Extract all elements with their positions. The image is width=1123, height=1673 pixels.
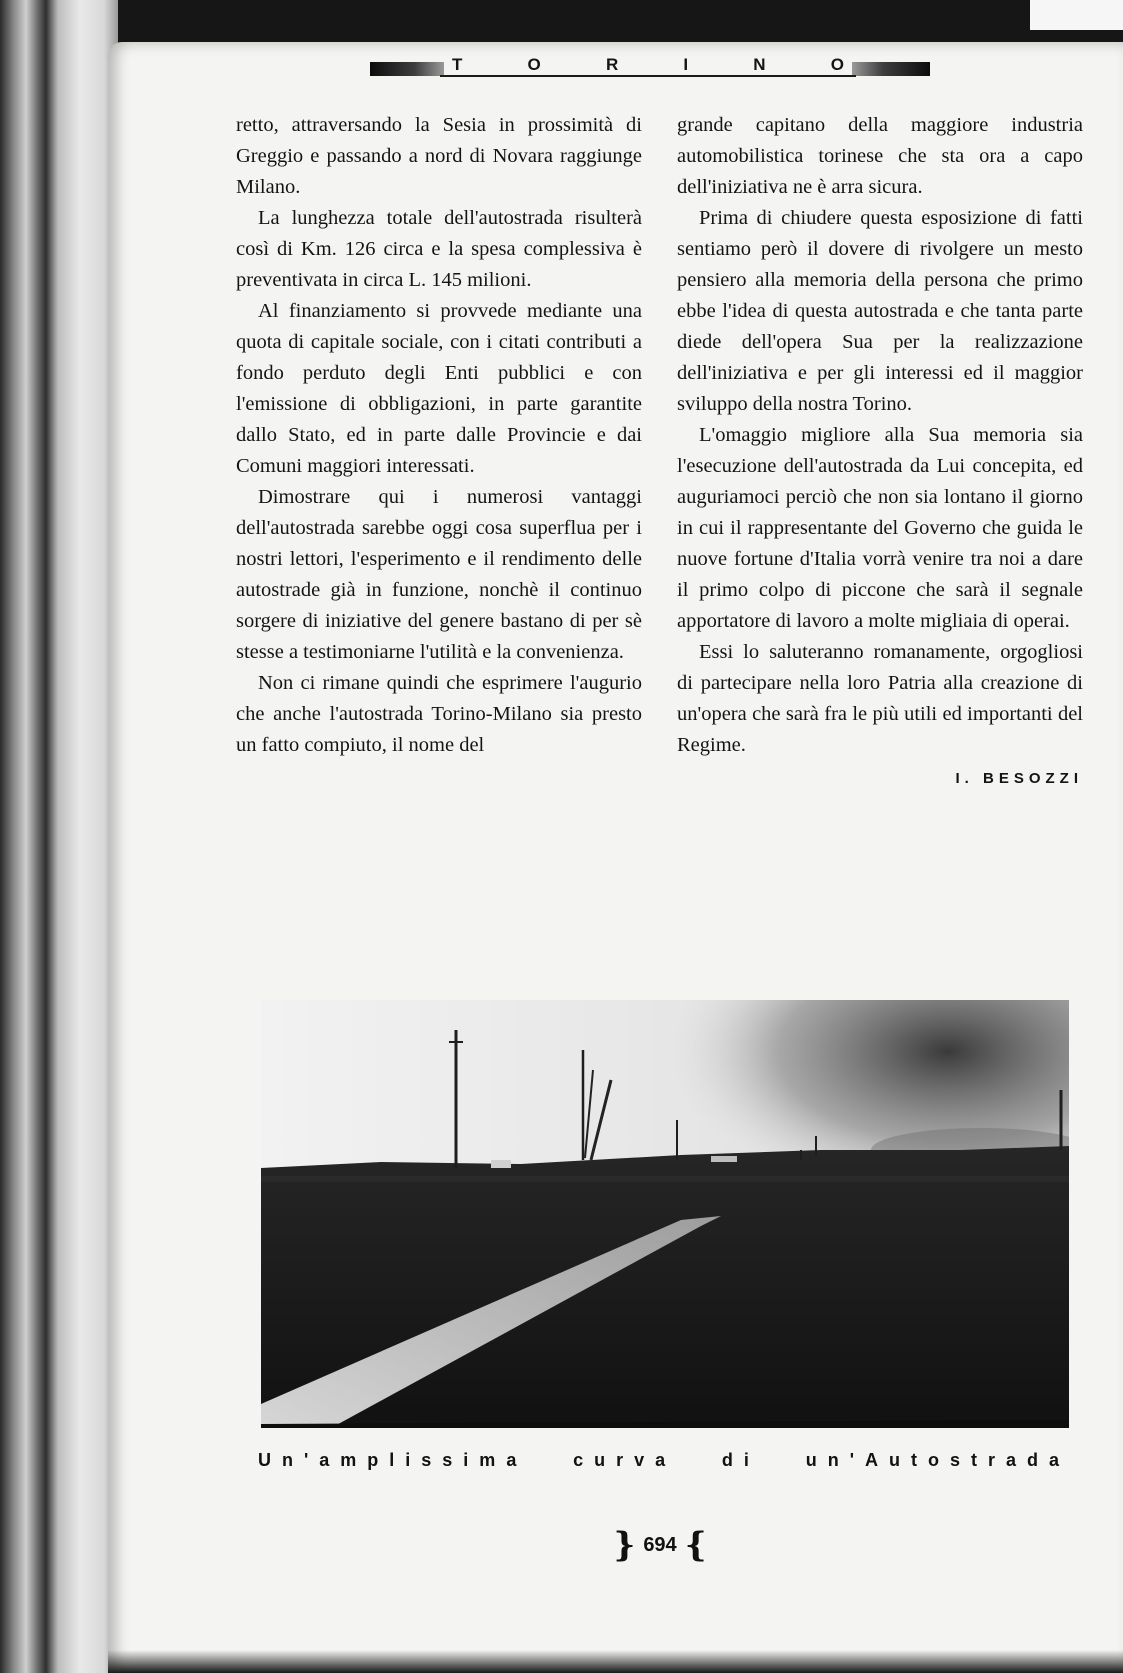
paragraph: grande capitano della maggiore industria automobilistica torinese che sta ora a capo dell'iniziativa ne è arra sicura. (677, 114, 1083, 198)
left-brace-ornament: } (613, 1525, 636, 1565)
paragraph: Dimostrare qui i numerosi vantaggi dell'autostrada sarebbe oggi cosa superflua per i nostri lettori, l'esperimento e il rendimento delle autostrade già in funzione, nonchè il continuo sorgere di iniziative del genere bastano di per sè stesse a testimoniarne l'utilità e la convenienza. (236, 486, 642, 663)
paragraph: Prima di chiudere questa esposizione di fatti sentiamo però il dovere di rivolgere un mesto pensiero alla memoria della persona che primo ebbe l'idea di questa autostrada e che tanta parte diede dell'opera Sua per la realizzazione dell'iniziativa e per gli interessi ed il maggior sviluppo della nostra Torino. (677, 207, 1083, 415)
paragraph: L'omaggio migliore alla Sua memoria sia l'esecuzione dell'autostrada da Lui concepita, ed auguriamoci perciò che non sia lontano il giorno in cui il rappresentante del Governo che guida le nuove fortune d'Italia vorrà venire tra noi a dare il primo colpo di piccone che sarà il segnale apportatore di lavoro a molte migliaia di operai. (677, 424, 1083, 632)
banner-right-ornament (852, 62, 930, 76)
paragraph: Essi lo saluteranno romanamente, orgogliosi di partecipare nella loro Patria alla creazione di un'opera che sarà fra le più utili ed importanti del Regime. (677, 641, 1083, 756)
header-banner (370, 54, 930, 80)
paragraph: Al finanziamento si provvede mediante una quota di capitale sociale, con i citati contributi a fondo perduto degli Enti pubblici e con l'emissione di obbligazioni, in parte garantite dallo Stato, ed in parte dalle Provincie e dai Comuni maggiori interessati. (236, 300, 642, 477)
paragraph: retto, attraversando la Sesia in prossimità di Greggio e passando a nord di Novara raggiunge Milano. (236, 114, 642, 198)
right-column (677, 110, 1083, 794)
banner-letter: R (605, 55, 619, 74)
left-column (236, 110, 642, 761)
author-signature: I. BESOZZI (955, 770, 1083, 787)
right-brace-ornament: { (684, 1525, 707, 1565)
scan-corner (1030, 0, 1123, 30)
paragraph: La lunghezza totale dell'autostrada risulterà così di Km. 126 circa e la spesa complessiva è preventivata in circa L. 145 milioni. (236, 207, 642, 291)
banner-letter: T (452, 55, 463, 74)
highway-photograph (261, 1000, 1069, 1428)
scan-bottom-edge (108, 1650, 1123, 1673)
photo-caption: Un'amplissima curva di un'Autostrada (258, 1450, 1070, 1470)
banner-letter: O (830, 55, 844, 74)
banner-letter: I (683, 55, 689, 74)
banner-left-ornament (370, 62, 444, 76)
page-number-block (600, 1525, 720, 1565)
book-spine (0, 0, 118, 1673)
page-number: 694 (643, 1533, 677, 1556)
banner-letter: N (753, 55, 766, 74)
scan-top-edge (0, 0, 1123, 44)
paragraph: Non ci rimane quindi che esprimere l'augurio che anche l'autostrada Torino-Milano sia presto un fatto compiuto, il nome del (236, 672, 642, 756)
banner-letter: O (527, 55, 541, 74)
banner-title (452, 54, 844, 76)
